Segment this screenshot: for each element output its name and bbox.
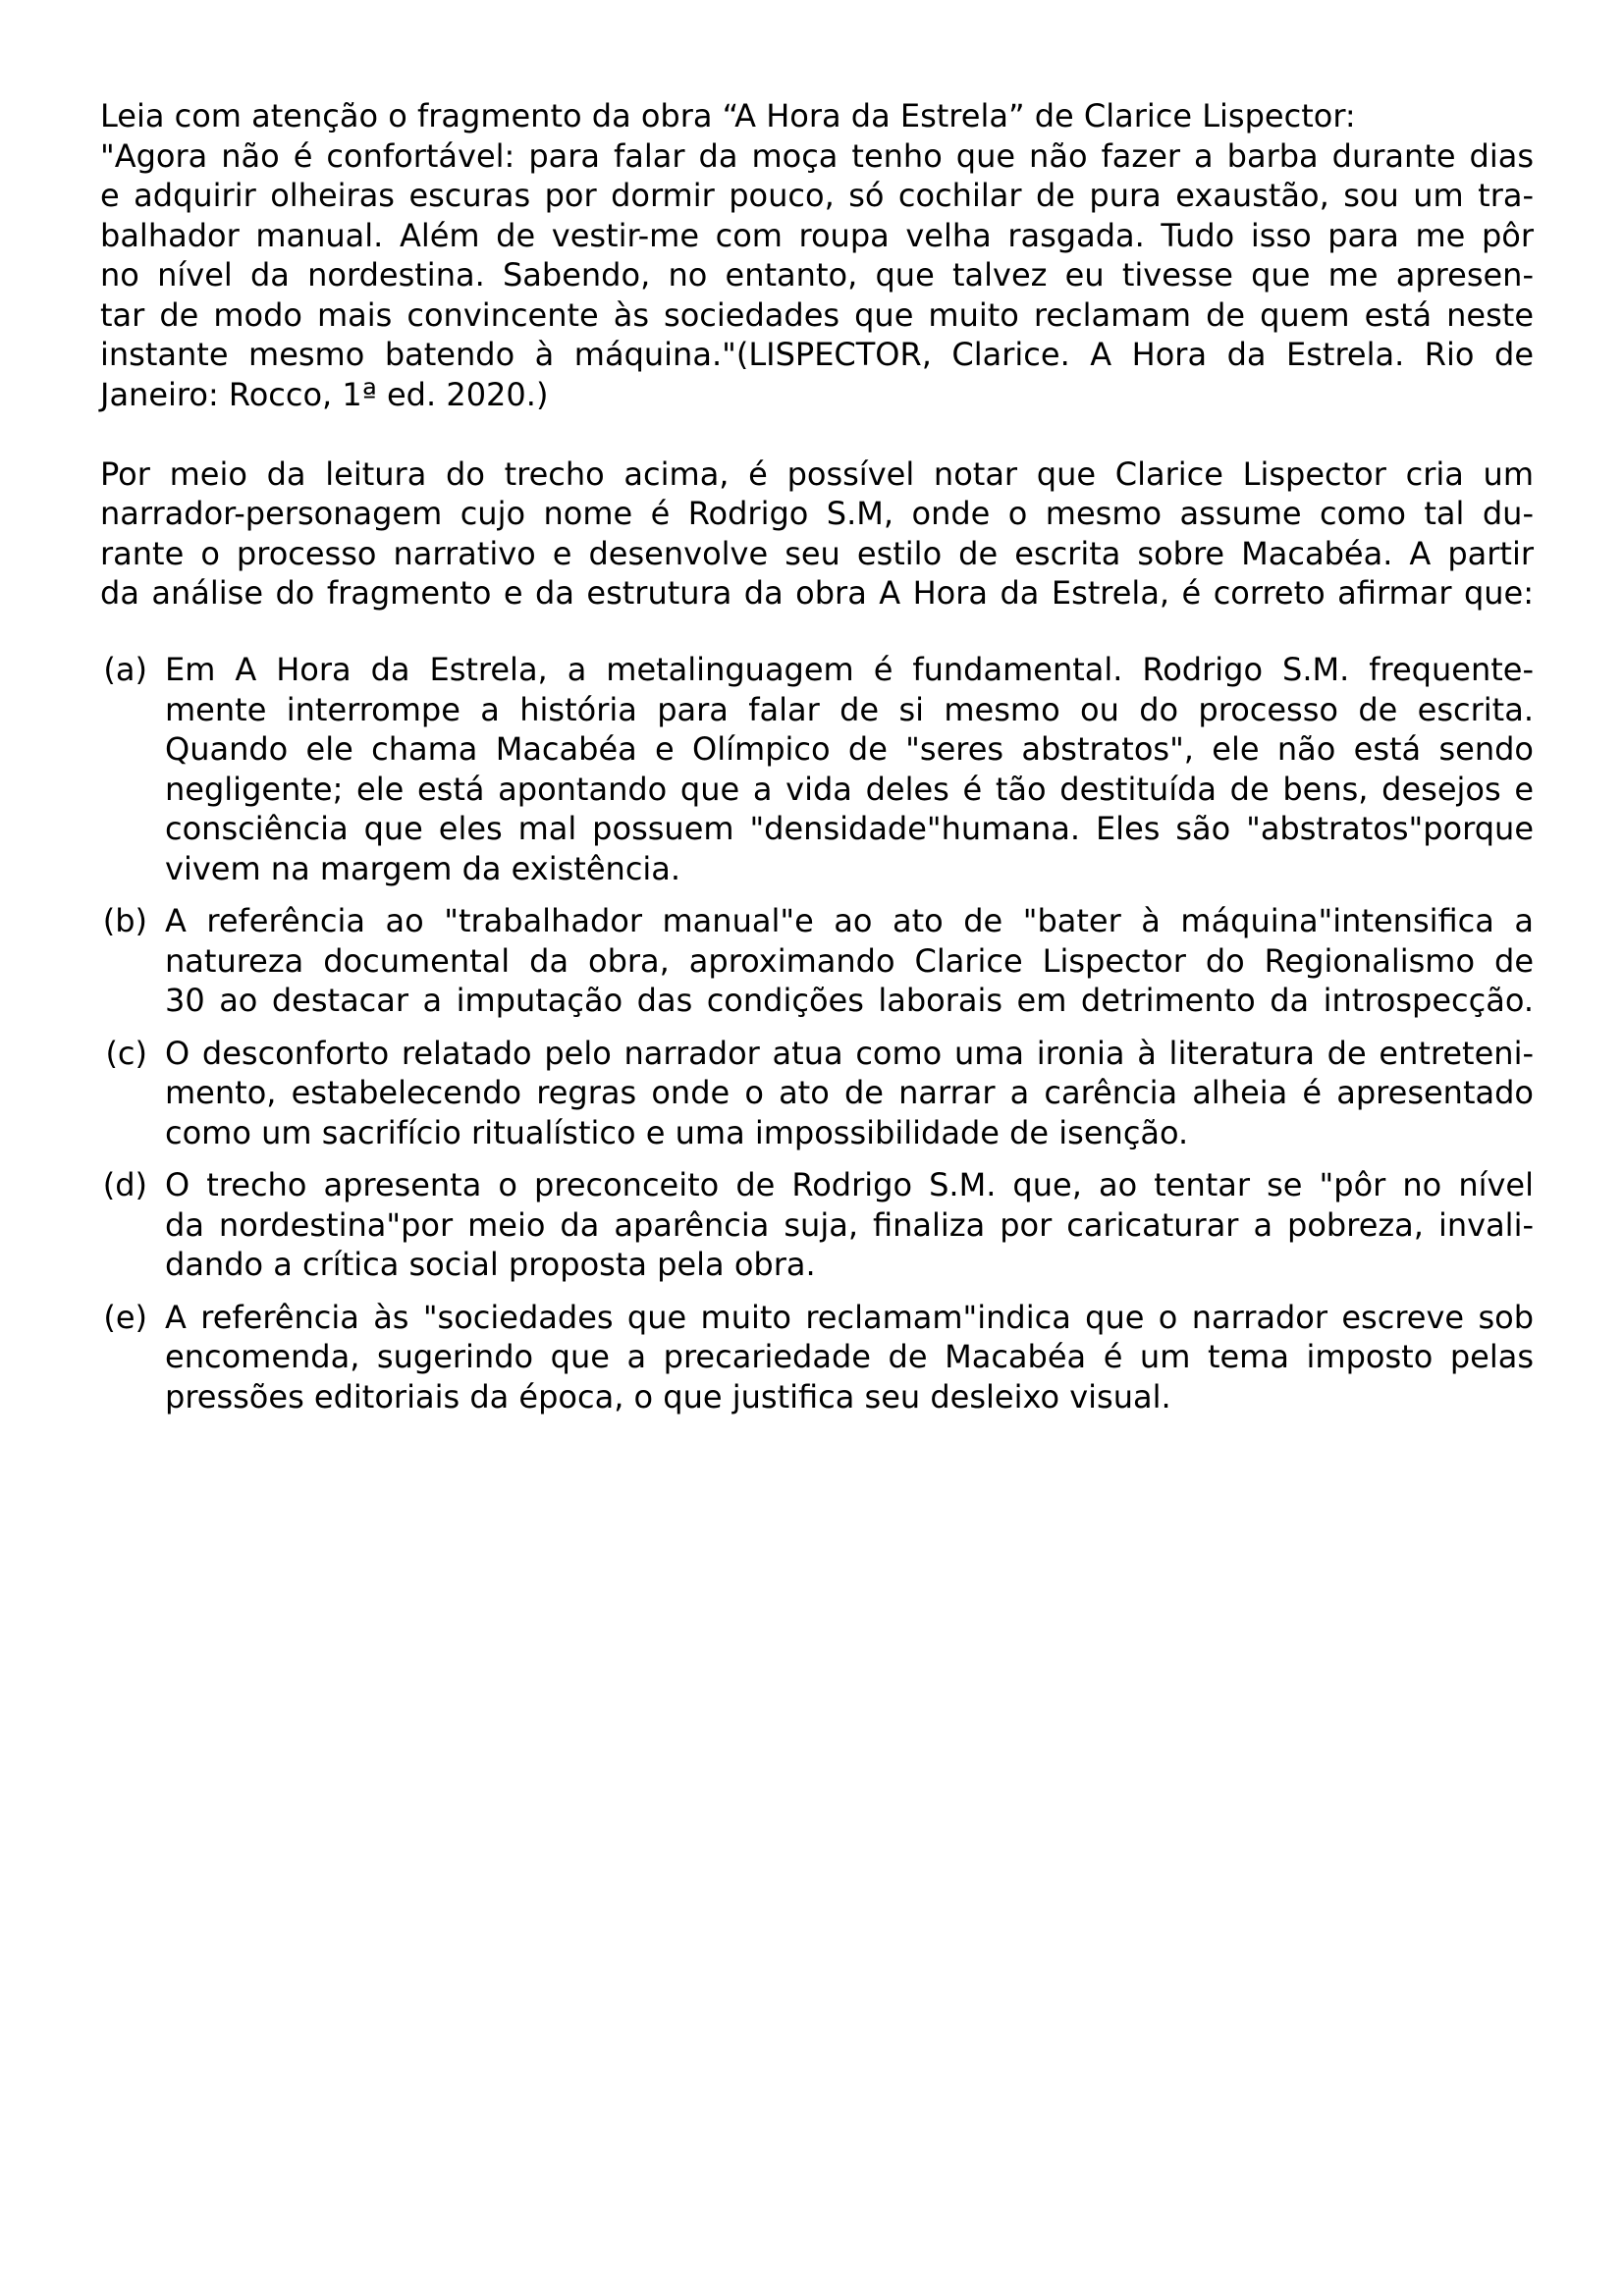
option-text-line: da nordestina"por meio da aparência suja, finaliza por caricaturar a pobreza, invali- <box>165 1205 1534 1244</box>
option-text <box>165 650 1534 888</box>
question-content <box>100 96 1534 1416</box>
stem-line: narrador-personagem cujo nome é Rodrigo S.M, onde o mesmo assume como tal du- <box>100 495 1534 532</box>
option-text-line: O trecho apresenta o preconceito de Rodrigo S.M. que, ao tentar se "pôr no nível <box>165 1166 1534 1203</box>
option-text-line: como um sacrifício ritualístico e uma impossibilidade de isenção. <box>165 1113 1189 1151</box>
stem-line: Por meio da leitura do trecho acima, é possível notar que Clarice Lispector cria um <box>100 454 1534 493</box>
reading-prompt <box>100 96 1534 414</box>
quote-line: balhador manual. Além de vestir-me com roupa velha rasgada. Tudo isso para me pôr <box>100 216 1534 254</box>
option-text-line: O desconforto relatado pelo narrador atua como uma ironia à literatura de entreteni- <box>165 1034 1534 1072</box>
option-text-line: mente interrompe a história para falar de si mesmo ou do processo de escrita. <box>165 690 1534 728</box>
quote-line: e adquirir olheiras escuras por dormir pouco, só cochilar de pura exaustão, sou um tra- <box>100 177 1534 214</box>
answer-options <box>100 650 1534 1416</box>
option-text-line: dando a crítica social proposta pela obra. <box>165 1246 816 1283</box>
option-text <box>165 1165 1534 1285</box>
option-e <box>100 1298 1534 1417</box>
option-d <box>100 1165 1534 1285</box>
option-text-line: negligente; ele está apontando que a vida deles é tão destituída de bens, desejos e <box>165 770 1534 808</box>
stem-line: rante o processo narrativo e desenvolve seu estilo de escrita sobre Macabéa. A partir <box>100 534 1534 572</box>
prompt-instruction-line: Leia com atenção o fragmento da obra “A Hora da Estrela” de Clarice Lispector: <box>100 97 1356 134</box>
option-text-line: mento, estabelecendo regras onde o ato de narrar a carência alheia é apresentado <box>165 1074 1534 1111</box>
option-label: (c) <box>105 1034 147 1072</box>
option-text-line: A referência às "sociedades que muito reclamam"indica que o narrador escreve sob <box>165 1298 1534 1336</box>
option-c <box>100 1034 1534 1153</box>
option-a <box>100 650 1534 888</box>
quote-line: instante mesmo batendo à máquina."(LISPECTOR, Clarice. A Hora da Estrela. Rio de <box>100 336 1534 373</box>
option-text-line: Em A Hora da Estrela, a metalinguagem é fundamental. Rodrigo S.M. frequente- <box>165 651 1534 688</box>
option-text-line: Quando ele chama Macabéa e Olímpico de "seres abstratos", ele não está sendo <box>165 730 1534 768</box>
option-text <box>165 1298 1534 1417</box>
option-text-line: 30 ao destacar a imputação das condições laborais em detrimento da introspecção. <box>165 982 1534 1019</box>
option-b <box>100 901 1534 1021</box>
quote-line: no nível da nordestina. Sabendo, no entanto, que talvez eu tivesse que me apresen- <box>100 256 1534 294</box>
option-text <box>165 901 1534 1021</box>
option-label: (a) <box>103 651 147 688</box>
stem-line: da análise do fragmento e da estrutura da obra A Hora da Estrela, é correto afirmar que: <box>100 574 1534 612</box>
option-label: (e) <box>103 1298 147 1336</box>
option-text-line: encomenda, sugerindo que a precariedade de Macabéa é um tema imposto pelas <box>165 1338 1534 1375</box>
option-text-line: pressões editoriais da época, o que justifica seu desleixo visual. <box>165 1377 1171 1415</box>
option-text <box>165 1034 1534 1153</box>
option-text-line: natureza documental da obra, aproximando Clarice Lispector do Regionalismo de <box>165 941 1534 980</box>
citation-line: Janeiro: Rocco, 1ª ed. 2020.) <box>100 375 549 413</box>
option-text-line: consciência que eles mal possuem "densidade"humana. Eles são "abstratos"porque <box>165 810 1534 847</box>
option-text-line: A referência ao "trabalhador manual"e ao ato de "bater à máquina"intensifica a <box>165 902 1534 939</box>
question-stem <box>100 454 1534 614</box>
option-text-line: vivem na margem da existência. <box>165 849 681 887</box>
option-label: (d) <box>102 1166 147 1203</box>
quote-line: "Agora não é confortável: para falar da moça tenho que não fazer a barba durante dias <box>100 136 1534 175</box>
option-label: (b) <box>102 902 147 939</box>
quote-line: tar de modo mais convincente às sociedades que muito reclamam de quem está neste <box>100 295 1534 334</box>
